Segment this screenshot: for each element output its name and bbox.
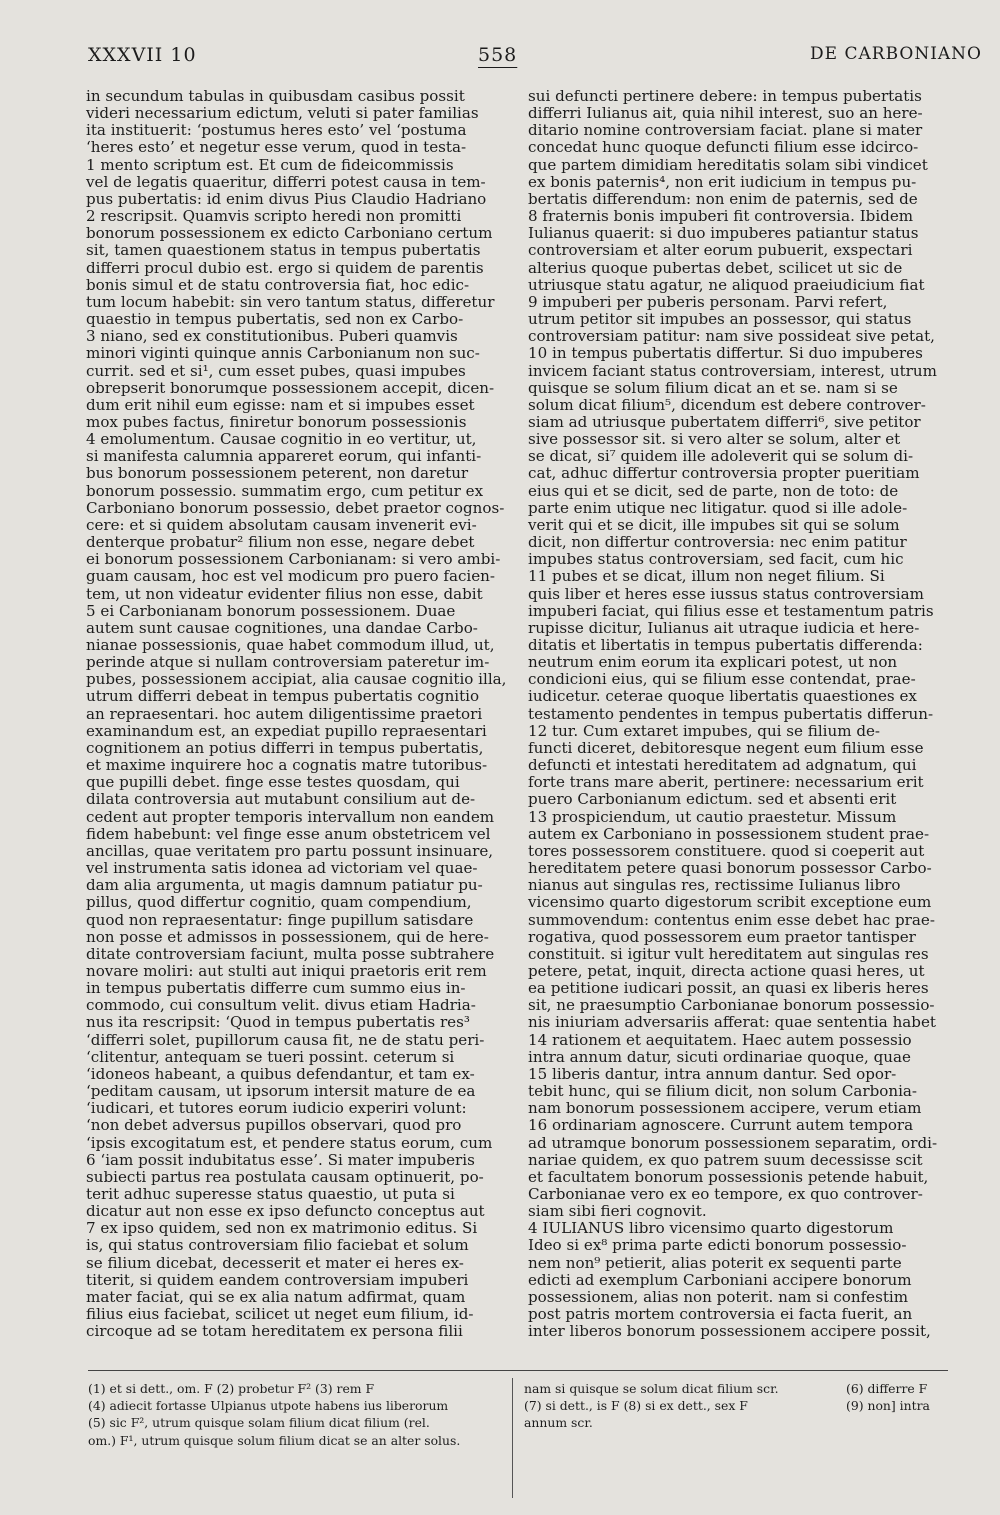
text-line: si manifesta calumnia appareret eorum, qui infanti- bbox=[86, 447, 482, 466]
text-line: 7 ex ipso quidem, sed non ex matrimonio editus. Si bbox=[86, 1219, 478, 1238]
text-line: que partem dimidiam hereditatis solam sibi vindicet bbox=[528, 155, 928, 174]
text-line: 4 IULIANUS libro vicensimo quarto digestorum bbox=[528, 1219, 894, 1238]
text-line: guam causam, hoc est vel modicum pro puero facien- bbox=[86, 567, 495, 586]
text-line: ancillas, quae veritatem pro partu possunt insinuare, bbox=[86, 841, 494, 860]
text-line: petere, petat, inquit, directa actione quasi heres, ut bbox=[528, 961, 925, 980]
text-line: pus pubertatis: id enim divus Pius Claudio Hadriano bbox=[86, 189, 487, 208]
text-line: ditatis et libertatis in tempus pubertatis differenda: bbox=[528, 636, 923, 654]
text-line: defuncti et intestati hereditatem ad adgnatum, qui bbox=[528, 756, 917, 775]
text-line: mox pubes factus, finiretur bonorum possessionis bbox=[86, 412, 467, 431]
text-line: 14 rationem et aequitatem. Haec autem possessio bbox=[528, 1030, 912, 1049]
text-line: ‘differri solet, pupillorum causa fit, ne de statu peri- bbox=[86, 1030, 485, 1049]
text-line: bertatis differendum: non enim de paternis, sed de bbox=[528, 189, 918, 208]
footnote-line: (9) non] intra bbox=[846, 1398, 930, 1414]
text-line: cere: et si quidem absolutam causam invenerit evi- bbox=[86, 515, 477, 534]
text-line: testamento pendentes in tempus pubertatis differun- bbox=[528, 704, 934, 723]
text-line: 5 ei Carbonianam bonorum possessionem. Duae bbox=[86, 601, 456, 620]
text-line: dicatur aut non esse ex ipso defuncto conceptus aut bbox=[86, 1202, 485, 1221]
text-line: 16 ordinariam agnoscere. Currunt autem tempora bbox=[528, 1116, 914, 1135]
text-line: 9 impuberi per puberis personam. Parvi refert, bbox=[528, 292, 888, 311]
text-line: sit, ne praesumptio Carbonianae bonorum possessio- bbox=[528, 996, 935, 1015]
text-line: Ideo si ex⁸ prima parte edicti bonorum possessio- bbox=[528, 1236, 907, 1255]
text-line: hereditatem petere quasi bonorum possessor Carbo- bbox=[528, 859, 932, 878]
text-line: controversiam patitur: nam sive possideat sive petat, bbox=[528, 327, 935, 346]
text-line: terit adhuc superesse status quaestio, ut puta si bbox=[86, 1185, 455, 1203]
text-line: ditario nomine controversiam faciat. plane si mater bbox=[528, 121, 923, 140]
text-line: dilata controversia aut mutabunt consilium aut de- bbox=[86, 790, 476, 809]
text-line: pubes, possessionem accipiat, alia causae cognitio illa, bbox=[86, 670, 507, 689]
text-line: ‘clitentur, antequam se tueri possint. ceterum si bbox=[86, 1047, 455, 1066]
text-line: neutrum enim eorum ita explicari potest, ut non bbox=[528, 653, 898, 672]
page-number: 558 bbox=[478, 44, 518, 66]
text-line: ea petitione iudicari possit, an quasi ex liberis heres bbox=[528, 979, 929, 998]
footnote-column-separator bbox=[512, 1378, 513, 1498]
text-line: iudicetur. ceterae quoque libertatis quaestiones ex bbox=[528, 687, 917, 706]
text-line: cognitionem an potius differri in tempus pubertatis, bbox=[86, 738, 484, 757]
text-line: fidem habebunt: vel finge esse anum obstetricem vel bbox=[86, 824, 491, 843]
text-line: commodo, cui consultum velit. divus etiam Hadria- bbox=[86, 996, 476, 1015]
text-line: nianae possessionis, quae habet commodum illud, ut, bbox=[86, 636, 495, 654]
text-line: perinde atque si nullam controversiam pateretur im- bbox=[86, 653, 490, 672]
text-line: dam alia argumenta, ut magis damnum patiatur pu- bbox=[86, 876, 483, 895]
footnote-line: (6) differre F bbox=[846, 1381, 928, 1396]
text-line: invicem faciant status controversiam, interest, utrum bbox=[528, 361, 937, 380]
footnotes-left bbox=[88, 1380, 500, 1449]
text-line: utrum petitor sit impubes an possessor, qui status bbox=[528, 310, 912, 329]
text-line: nus ita rescripsit: ‘Quod in tempus pubertatis res³ bbox=[86, 1013, 470, 1032]
text-line: 4 emolumentum. Causae cognitio in eo vertitur, ut, bbox=[86, 430, 477, 449]
text-line: ex bonis paternis⁴, non erit iudicium in tempus pu- bbox=[528, 172, 917, 191]
text-line: videri necessarium edictum, veluti si pater familias bbox=[86, 104, 479, 123]
footnotes-right bbox=[846, 1380, 948, 1414]
left-text-column bbox=[86, 88, 508, 1340]
text-line: autem ex Carboniano in possessionem student prae- bbox=[528, 824, 930, 843]
text-line: quaestio in tempus pubertatis, sed non ex Carbo- bbox=[86, 310, 464, 329]
text-line: concedat hunc quoque defuncti filium esse idcirco- bbox=[528, 138, 919, 157]
text-line: denterque probatur² filium non esse, negare debet bbox=[86, 533, 475, 552]
text-line: ei bonorum possessionem Carbonianam: si vero ambi- bbox=[86, 550, 501, 569]
text-line: 15 liberis dantur, intra annum dantur. Sed opor- bbox=[528, 1064, 897, 1083]
text-line: vicensimo quarto digestorum scribit exceptione eum bbox=[528, 893, 932, 912]
text-line: nem non⁹ petierit, alias poterit ex sequenti parte bbox=[528, 1253, 902, 1272]
text-line: filius eius faciebat, scilicet ut neget eum filium, id- bbox=[86, 1305, 474, 1324]
text-line: tebit hunc, qui se filium dicit, non solum Carbonia- bbox=[528, 1082, 918, 1101]
text-line: autem sunt causae cognitiones, una dandae Carbo- bbox=[86, 618, 478, 637]
text-line: post patris mortem controversia ei facta fuerit, an bbox=[528, 1305, 913, 1324]
text-line: in tempus pubertatis differre cum summo eius in- bbox=[86, 979, 466, 998]
text-line: utrum differri debeat in tempus pubertatis cognitio bbox=[86, 687, 480, 706]
text-line: differri procul dubio est. ergo si quidem de parentis bbox=[86, 258, 484, 277]
text-line: 6 ‘iam possit indubitatus esse’. Si mater impuberis bbox=[86, 1150, 475, 1169]
text-line: ad utramque bonorum possessionem separatim, ordi- bbox=[528, 1133, 938, 1152]
text-line: Carboniano bonorum possessio, debet praetor cognos- bbox=[86, 498, 505, 517]
text-line: ‘heres esto’ et negetur esse verum, quod in testa- bbox=[86, 138, 467, 157]
text-line: sui defuncti pertinere debere: in tempus pubertatis bbox=[528, 87, 922, 105]
text-line: bonis simul et de statu controversia fiat, hoc edic- bbox=[86, 275, 470, 294]
text-line: examinandum est, an expediat pupillo repraesentari bbox=[86, 721, 487, 740]
text-line: rogativa, quod possessorem eum praetor tantisper bbox=[528, 927, 916, 946]
text-line: pillus, quod differtur cognitio, quam compendium, bbox=[86, 893, 472, 912]
text-line: possessionem, alias non poterit. nam si confestim bbox=[528, 1287, 909, 1306]
text-line: quisque se solum filium dicat an et se. nam si se bbox=[528, 378, 898, 397]
text-line: sive possessor sit. si vero alter se solum, alter et bbox=[528, 430, 901, 449]
text-line: 3 niano, sed ex constitutionibus. Puberi quamvis bbox=[86, 327, 458, 346]
footnotes-middle bbox=[524, 1380, 834, 1432]
text-line: ‘ipsis excogitatum est, et pendere status eorum, cum bbox=[86, 1133, 493, 1152]
text-line: summovendum: contentus enim esse debet hac prae- bbox=[528, 910, 935, 929]
text-line: vel de legatis quaeritur, differri potest causa in tem- bbox=[86, 172, 486, 191]
text-line: titerit, si quidem eandem controversiam impuberi bbox=[86, 1270, 469, 1289]
text-line: quis liber et heres esse iussus status controversiam bbox=[528, 584, 924, 603]
text-line: tum locum habebit: sin vero tantum status, differetur bbox=[86, 292, 495, 311]
text-line: ‘peditam causam, ut ipsorum intersit mature de ea bbox=[86, 1082, 476, 1101]
footnote-line: om.) F¹, utrum quisque solum filium dicat se an alter solus. bbox=[88, 1432, 461, 1448]
text-line: Iulianus quaerit: si duo impuberes patiantur status bbox=[528, 224, 919, 243]
text-line: inter liberos bonorum possessionem accipere possit, bbox=[528, 1322, 931, 1341]
text-line: nis iniuriam adversariis afferat: quae sententia habet bbox=[528, 1013, 936, 1032]
text-line: ‘iudicari, et tutores eorum iudicio experiri volunt: bbox=[86, 1099, 467, 1118]
text-line: dicit, non differtur controversia: nec enim patitur bbox=[528, 533, 907, 552]
text-line: puero Carbonianum edictum. sed et absenti erit bbox=[528, 790, 897, 809]
text-line: que pupilli debet. finge esse testes quosdam, qui bbox=[86, 773, 460, 792]
text-line: 13 prospiciendum, ut cautio praestetur. Missum bbox=[528, 807, 897, 826]
text-line: bonorum possessio. summatim ergo, cum petitur ex bbox=[86, 481, 484, 500]
right-text-column bbox=[528, 88, 948, 1340]
text-line: forte trans mare aberit, pertinere: necessarium erit bbox=[528, 773, 924, 792]
text-line: minori viginti quinque annis Carbonianum non suc- bbox=[86, 344, 480, 363]
text-line: siam sibi fieri cognovit. bbox=[528, 1202, 707, 1221]
text-line: 8 fraternis bonis impuberi fit controversia. Ibidem bbox=[528, 207, 914, 226]
text-line: dum erit nihil eum egisse: nam et si impubes esset bbox=[86, 395, 475, 414]
text-line: mater faciat, qui se ex alia natum adfirmat, quam bbox=[86, 1287, 466, 1306]
text-line: 10 in tempus pubertatis differtur. Si duo impuberes bbox=[528, 344, 923, 363]
text-line: intra annum datur, sicuti ordinariae quoque, quae bbox=[528, 1047, 911, 1066]
text-line: et maxime inquirere hoc a cognatis matre tutoribus- bbox=[86, 756, 488, 775]
text-line: solum dicat filium⁵, dicendum est debere controver- bbox=[528, 395, 926, 414]
text-line: bonorum possessionem ex edicto Carboniano certum bbox=[86, 224, 493, 243]
text-line: is, qui status controversiam filio faciebat et solum bbox=[86, 1236, 469, 1255]
text-line: tores possessorem constituere. quod si coeperit aut bbox=[528, 841, 925, 860]
text-line: currit. sed et si¹, cum esset pubes, quasi impubes bbox=[86, 361, 466, 380]
text-line: constituit. si igitur vult hereditatem aut singulas res bbox=[528, 944, 929, 963]
text-line: differri Iulianus ait, quia nihil interest, suo an here- bbox=[528, 104, 923, 123]
text-line: circoque ad se totam hereditatem ex persona filii bbox=[86, 1322, 463, 1341]
text-line: tem, ut non videatur evidenter filius non esse, dabit bbox=[86, 584, 483, 603]
text-line: controversiam et alter eorum pubuerit, exspectari bbox=[528, 241, 913, 260]
text-line: functi diceret, debitoresque negent eum filium esse bbox=[528, 738, 924, 757]
text-line: impuberi faciat, qui filius esse et testamentum patris bbox=[528, 601, 934, 620]
text-line: novare moliri: aut stulti aut iniqui praetoris erit rem bbox=[86, 961, 487, 980]
text-line: verit qui et se dicit, ille impubes sit qui se solum bbox=[528, 515, 900, 534]
footnote-line: annum scr. bbox=[524, 1415, 593, 1431]
text-line: rupisse dicitur, Iulianus ait utraque iudicia et here- bbox=[528, 618, 920, 637]
footnote-divider bbox=[88, 1370, 948, 1371]
footnote-line: (4) adiecit fortasse Ulpianus utpote habens ius liberorum bbox=[88, 1398, 449, 1414]
text-line: edicti ad exemplum Carboniani accipere bonorum bbox=[528, 1270, 912, 1289]
text-line: eius qui et se dicit, sed de parte, non de toto: de bbox=[528, 481, 899, 500]
text-line: siam ad utriusque pubertatem differri⁶, sive petitor bbox=[528, 412, 921, 431]
text-line: alterius quoque pubertas debet, scilicet ut sic de bbox=[528, 258, 903, 277]
text-line: nianus aut singulas res, rectissime Iulianus libro bbox=[528, 876, 901, 895]
text-line: ‘idoneos habeant, a quibus defendantur, et tam ex- bbox=[86, 1064, 475, 1083]
text-line: condicioni eius, qui se filium esse contendat, prae- bbox=[528, 670, 916, 689]
text-line: non posse et admissos in possessionem, qui de here- bbox=[86, 927, 489, 946]
text-line: utriusque statu agatur, ne aliquod praeiudicium fiat bbox=[528, 275, 925, 294]
text-line: parte enim utique nec litigatur. quod si ille adole- bbox=[528, 498, 908, 517]
text-line: 2 rescripsit. Quamvis scripto heredi non promitti bbox=[86, 207, 462, 226]
text-line: nam bonorum possessionem accipere, verum etiam bbox=[528, 1099, 922, 1118]
text-line: obrepserit bonorumque possessionem accepit, dicen- bbox=[86, 378, 495, 397]
text-line: et facultatem bonorum possessionis petende habuit, bbox=[528, 1167, 929, 1186]
text-line: se dicat, si⁷ quidem ille adoleverit qui se solum di- bbox=[528, 447, 914, 466]
text-line: 11 pubes et se dicat, illum non neget filium. Si bbox=[528, 567, 885, 586]
text-line: nariae quidem, ex quo patrem suum decessisse scit bbox=[528, 1150, 923, 1169]
text-line: in secundum tabulas in quibusdam casibus possit bbox=[86, 87, 465, 105]
text-line: 12 tur. Cum extaret impubes, qui se filium de- bbox=[528, 721, 881, 740]
text-line: ditate controversiam faciunt, multa posse subtrahere bbox=[86, 944, 495, 963]
text-line: vel instrumenta satis idonea ad victoriam vel quae- bbox=[86, 859, 478, 878]
text-line: an repraesentari. hoc autem diligentissime praetori bbox=[86, 704, 483, 723]
running-head-left: XXXVII 10 bbox=[88, 44, 197, 66]
text-line: 1 mento scriptum est. Et cum de fideicommissis bbox=[86, 155, 454, 174]
text-line: ‘non debet adversus pupillos observari, quod pro bbox=[86, 1116, 462, 1135]
text-line: impubes status controversiam, sed facit, cum hic bbox=[528, 550, 904, 569]
footnote-line: (1) et si dett., om. F (2) probetur F² (3) rem F bbox=[88, 1381, 375, 1396]
text-line: Carbonianae vero ex eo tempore, ex quo controver- bbox=[528, 1185, 923, 1203]
text-line: bus bonorum possessionem peterent, non daretur bbox=[86, 464, 469, 483]
text-line: cat, adhuc differtur controversia propter pueritiam bbox=[528, 464, 920, 483]
text-line: subiecti partus rea postulata causam optinuerit, po- bbox=[86, 1167, 484, 1186]
running-head-right: DE CARBONIANO bbox=[810, 44, 982, 64]
footnote-line: (5) sic F², utrum quisque solam filium dicat filium (rel. bbox=[88, 1415, 430, 1431]
text-line: sit, tamen quaestionem status in tempus pubertatis bbox=[86, 241, 481, 260]
text-line: se filium dicebat, decesserit et mater ei heres ex- bbox=[86, 1253, 464, 1272]
text-line: ita instituerit: ‘postumus heres esto’ vel ‘postuma bbox=[86, 121, 467, 140]
footnote-line: nam si quisque se solum dicat filium scr. bbox=[524, 1381, 779, 1396]
text-line: cedent aut propter temporis intervallum non eandem bbox=[86, 807, 495, 826]
text-line: quod non repraesentatur: finge pupillum satisdare bbox=[86, 910, 474, 929]
footnote-line: (7) si dett., is F (8) si ex dett., sex F bbox=[524, 1398, 748, 1414]
